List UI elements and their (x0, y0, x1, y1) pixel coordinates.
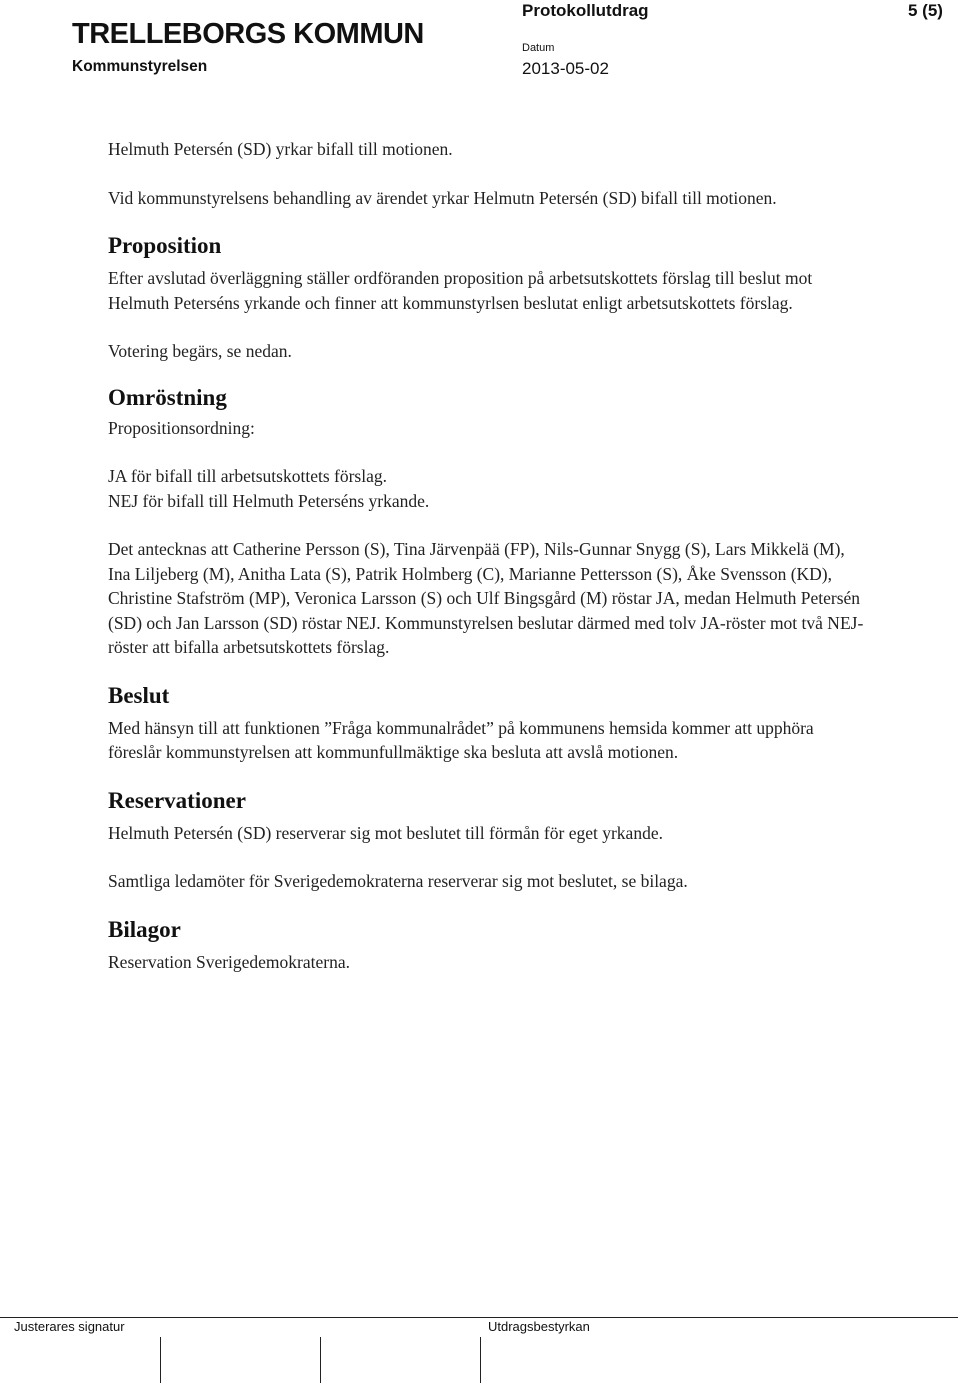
date-value: 2013-05-02 (522, 59, 609, 78)
paragraph-nej: NEJ för bifall till Helmuth Peterséns yrkande. (108, 490, 430, 511)
heading-reservationer: Reservationer (108, 787, 246, 813)
paragraph-reservation-petersen: Helmuth Petersén (SD) reserverar sig mot beslutet till förmån för eget yrkande. (108, 822, 663, 843)
heading-beslut: Beslut (108, 682, 170, 708)
paragraph-reservation-sd: Samtliga ledamöter för Sverigedemokraterna reserverar sig mot beslutet, se bilaga. (108, 871, 688, 891)
heading-omrostning: Omröstning (108, 384, 227, 410)
paragraph-proposition: Efter avslutad överläggning ställer ordföranden proposition på arbetsutskottets förslag till beslut mot Helmuth Peterséns yrkande och finner att kommunstyrlsen beslutat enligt arbetsutskottets förslag. (108, 268, 813, 313)
document-body (108, 137, 868, 974)
signature-box-divider-3 (480, 1337, 481, 1383)
heading-proposition: Proposition (108, 233, 222, 258)
paragraph-votering-resultat: Det antecknas att Catherine Persson (S), Tina Järvenpää (FP), Nils-Gunnar Snygg (S), Lars Mikkelä (M), Ina Liljeberg (M), Anitha Lata (S), Patrik Holmberg (C), Marianne Pettersson (S), Åke Svensson (KD), Christine Stafström (MP), Veronica Larsson (S) och Ulf Bingsgård (M) röstar JA, medan Helmuth Petersén (SD) och Jan Larsson (SD) röstar NEJ. Kommunstyrelsen beslutar därmed med tolv JA-röster mot två NEJ-röster att bifalla arbetsutskottets förslag. (108, 539, 864, 657)
department-name: Kommunstyrelsen (72, 58, 208, 75)
paragraph-ja: JA för bifall till arbetsutskottets förslag. (108, 466, 387, 486)
signature-box-divider-2 (320, 1337, 321, 1383)
extract-label: Utdragsbestyrkan (488, 1319, 590, 1334)
paragraph-votering: Votering begärs, se nedan. (108, 341, 292, 361)
page-number: 5 (5) (908, 1, 943, 20)
paragraph-beslut: Med hänsyn till att funktionen ”Fråga kommunalrådet” på kommunens hemsida kommer att upphöra föreslår kommunstyrelsen att kommunfullmäktige ska besluta att avslå motionen. (108, 717, 814, 762)
date-label: Datum (522, 42, 555, 54)
document-type: Protokollutdrag (522, 1, 649, 20)
organization-name: TRELLEBORGS KOMMUN (72, 18, 424, 50)
paragraph-bilaga: Reservation Sverigedemokraterna. (108, 951, 350, 972)
paragraph-behandling: Vid kommunstyrelsens behandling av ärendet yrkar Helmutn Petersén (SD) bifall till motionen. (108, 187, 777, 208)
heading-bilagor: Bilagor (108, 916, 181, 942)
signature-box-divider-1 (160, 1337, 161, 1383)
paragraph-yrkande: Helmuth Petersén (SD) yrkar bifall till motionen. (108, 139, 453, 159)
signature-label: Justerares signatur (14, 1319, 125, 1334)
paragraph-propositionsordning: Propositionsordning: (108, 417, 255, 438)
footer-divider (0, 1317, 958, 1318)
